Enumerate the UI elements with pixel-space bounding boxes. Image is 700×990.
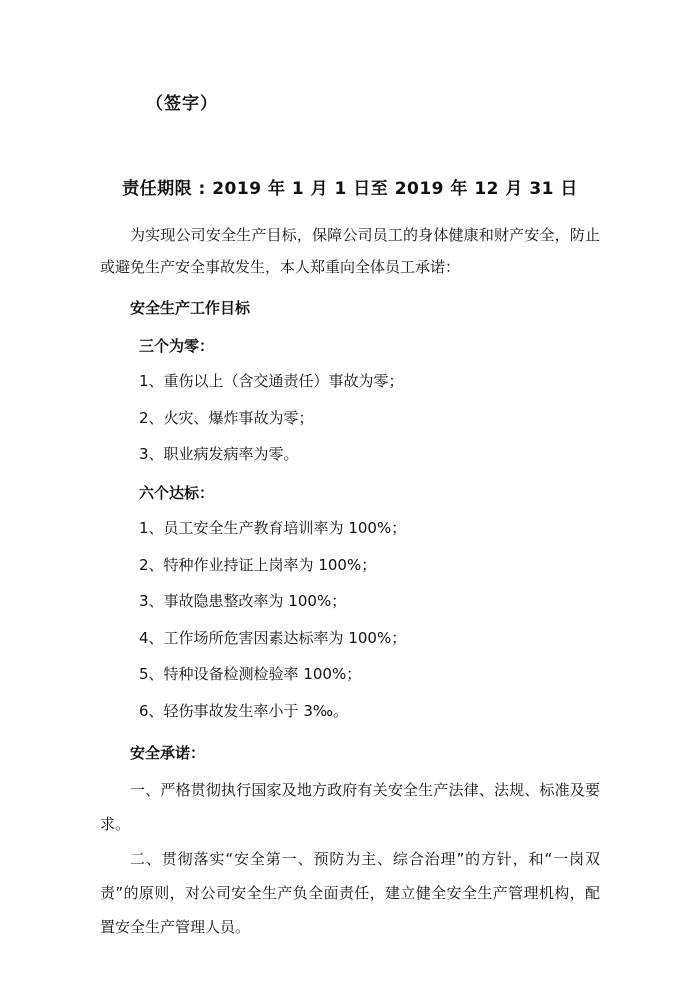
six-target-item-5: 5、特种设备检测检验率 100%； bbox=[139, 665, 362, 684]
commitment-heading: 安全承诺： bbox=[130, 744, 206, 763]
commitment-clause-1: 一、严格贯彻执行国家及地方政府有关安全生产法律、法规、标准及要求。 bbox=[100, 780, 600, 833]
signature-label: （签字） bbox=[146, 94, 218, 114]
intro-paragraph: 为实现公司安全生产目标，保障公司员工的身体健康和财产安全，防止或避免生产安全事故发生，本人郑重向全体员工承诺： bbox=[100, 226, 600, 276]
three-zero-item-2: 2、火灾、爆炸事故为零； bbox=[139, 408, 314, 427]
three-zero-item-1: 1、重伤以上（含交通责任）事故为零； bbox=[139, 372, 404, 391]
six-target-item-1: 1、员工安全生产教育培训率为 100%； bbox=[139, 519, 407, 538]
six-target-item-2: 2、特种作业持证上岗率为 100%； bbox=[139, 555, 377, 574]
safety-goal-heading: 安全生产工作目标 bbox=[130, 299, 251, 318]
responsibility-term-line: 责任期限 : 2019 年 1 月 1 日至 2019 年 12 月 31 日 bbox=[122, 179, 578, 200]
three-zero-item-3: 3、职业病发病率为零。 bbox=[139, 445, 299, 464]
six-target-item-4: 4、工作场所危害因素达标率为 100%； bbox=[139, 628, 407, 647]
three-zero-heading: 三个为零： bbox=[139, 336, 215, 355]
six-target-item-3: 3、事故隐患整改率为 100%； bbox=[139, 592, 347, 611]
six-target-heading: 六个达标： bbox=[139, 483, 215, 502]
commitment-clause-2: 二、贯彻落实“安全第一、预防为主、综合治理”的方针，和“一岗双责”的原则，对公司安全生产负全面责任，建立健全安全生产管理机构，配置安全生产管理人员。 bbox=[100, 850, 600, 936]
document-body bbox=[100, 88, 600, 945]
six-target-item-6: 6、轻伤事故发生率小于 3‰。 bbox=[139, 701, 348, 720]
